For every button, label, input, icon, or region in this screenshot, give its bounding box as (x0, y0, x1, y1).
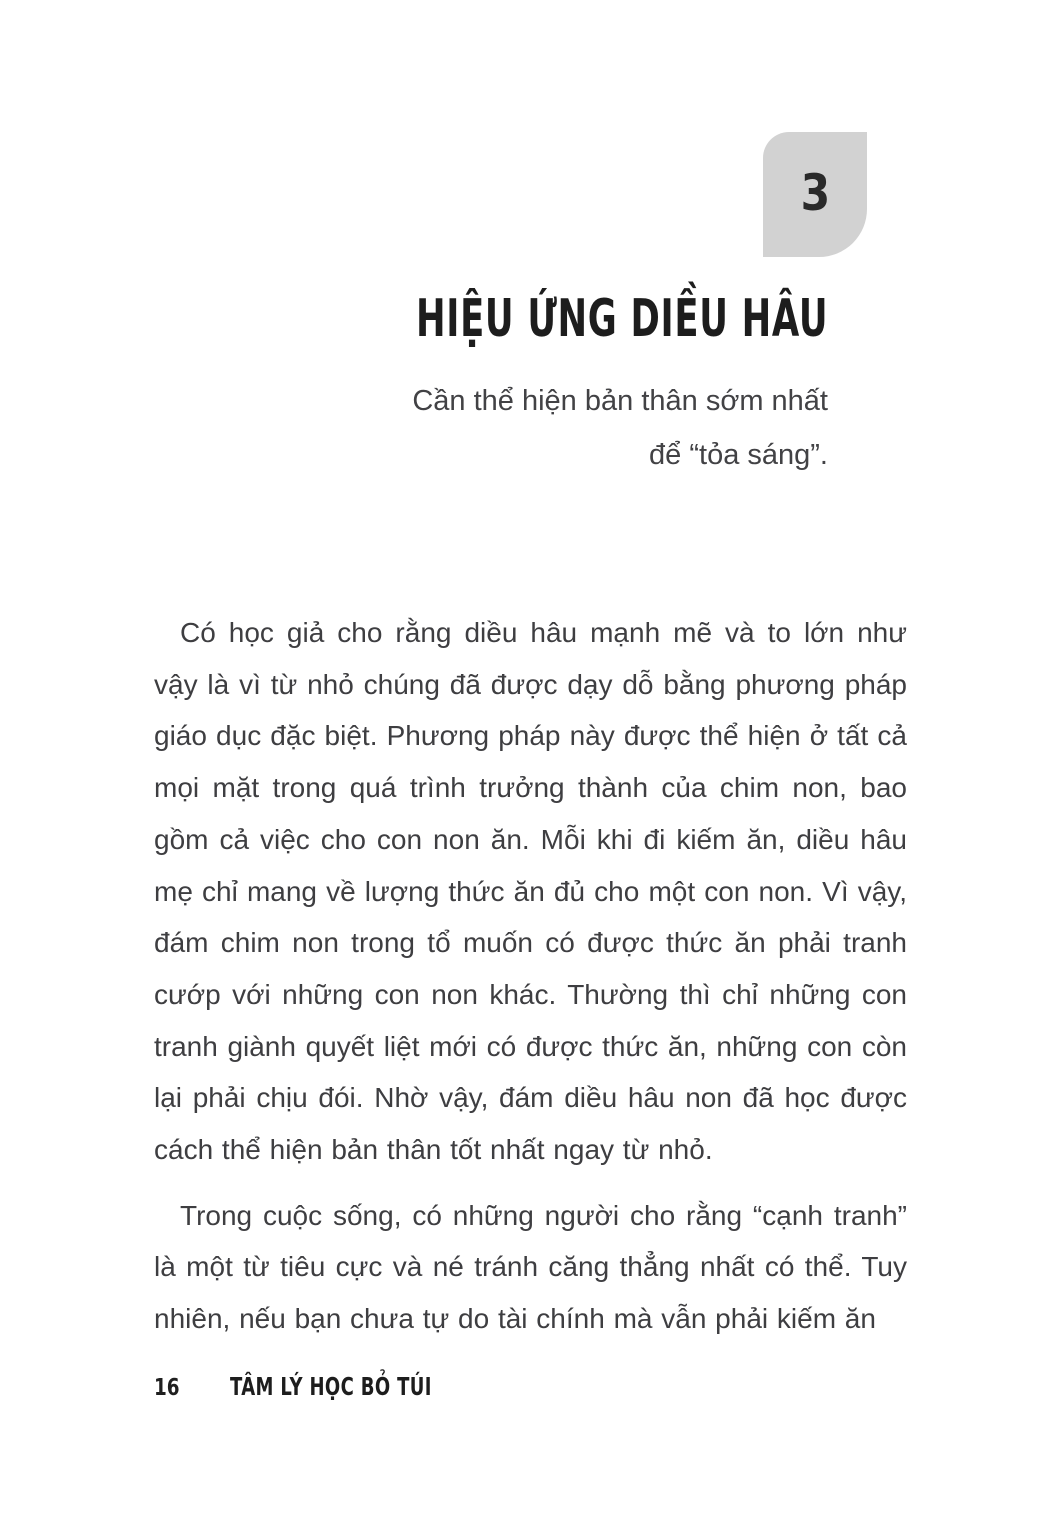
chapter-number: 3 (800, 163, 830, 222)
body-text (154, 607, 907, 1359)
page-number: 16 (154, 1375, 180, 1401)
page-footer (154, 1372, 510, 1401)
book-title: TÂM LÝ HỌC BỎ TÚI (230, 1372, 432, 1401)
chapter-title: HIỆU ỨNG DIỀU HÂU (415, 289, 828, 349)
chapter-subtitle-line-1: Cần thể hiện bản thân sớm nhất (412, 385, 828, 417)
body-paragraph: Có học giả cho rằng diều hâu mạnh mẽ và to lớn như vậy là vì từ nhỏ chúng đã được dạy dỗ bằng phương pháp giáo dục đặc biệt. Phương pháp này được thể hiện ở tất cả mọi mặt trong quá trình trưởng thành của chim non, bao gồm cả việc cho con non ăn. Mỗi khi đi kiếm ăn, diều hâu mẹ chỉ mang về lượng thức ăn đủ cho một con non. Vì vậy, đám chim non trong tổ muốn có được thức ăn phải tranh cướp với những con non khác. Thường thì chỉ những con tranh giành quyết liệt mới có được thức ăn, những con còn lại phải chịu đói. Nhờ vậy, đám diều hâu non đã học được cách thể hiện bản thân tốt nhất ngay từ nhỏ. (154, 617, 907, 1166)
body-paragraph: Trong cuộc sống, có những người cho rằng “cạnh tranh” là một từ tiêu cực và né tránh căng thẳng nhất có thể. Tuy nhiên, nếu bạn chưa tự do tài chính mà vẫn phải kiếm ăn (154, 1199, 907, 1335)
chapter-number-badge (763, 132, 867, 257)
chapter-subtitle (412, 374, 828, 482)
chapter-subtitle-line-2: để “tỏa sáng”. (649, 439, 828, 471)
